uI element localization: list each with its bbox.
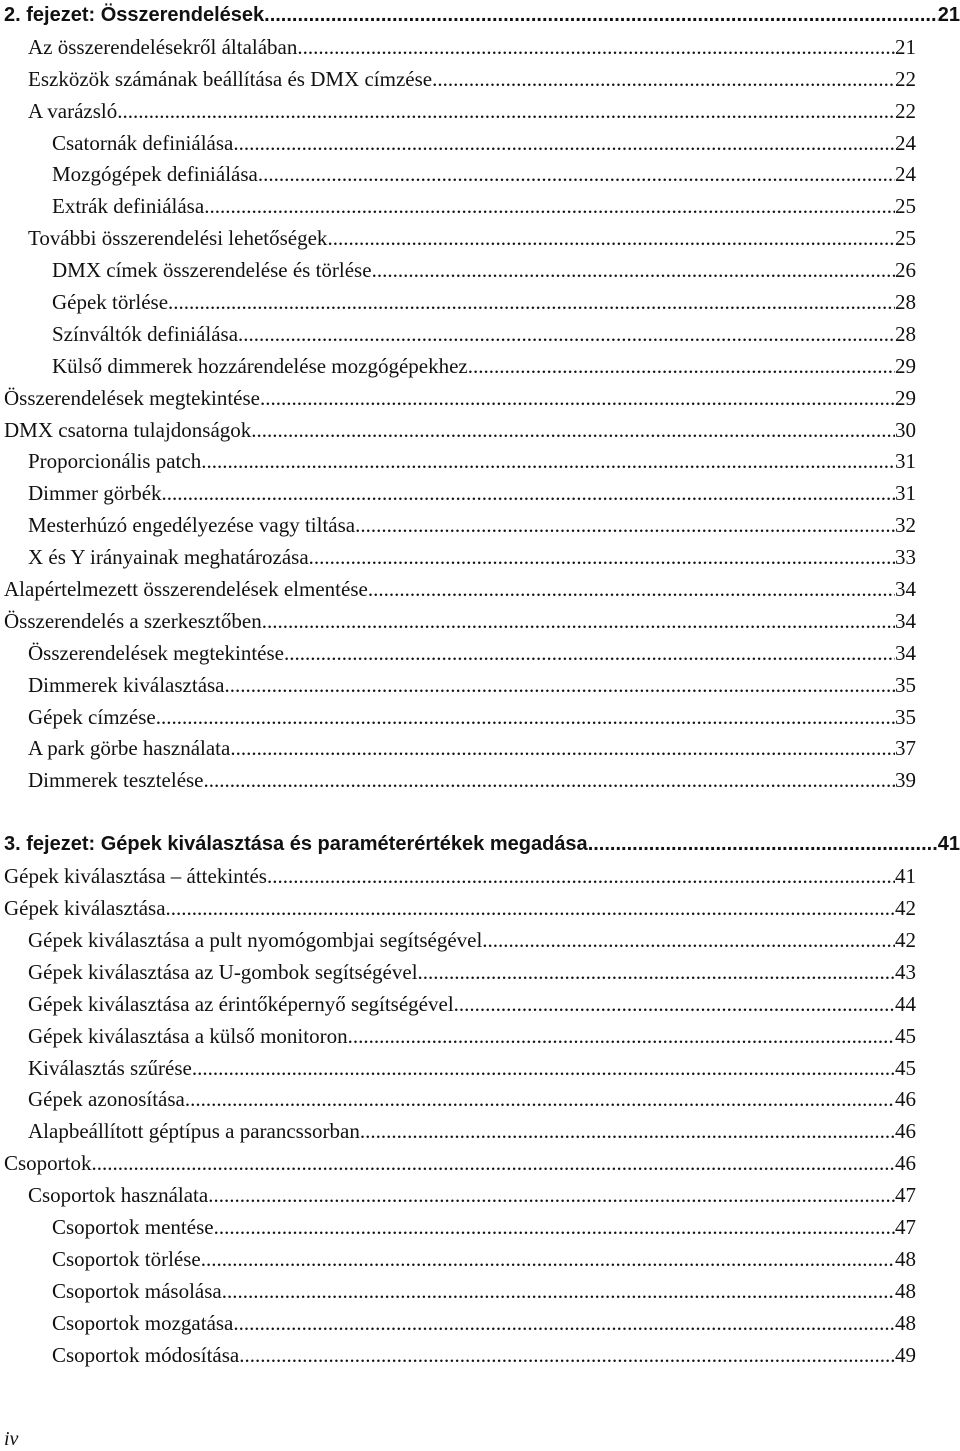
toc-entry-page: 35 bbox=[895, 672, 916, 697]
toc-entry-page: 28 bbox=[895, 321, 916, 346]
dot-leader bbox=[156, 702, 895, 734]
toc-entry-title: Színváltók definiálása bbox=[52, 321, 239, 346]
toc-entry-page: 48 bbox=[895, 1278, 916, 1303]
toc-entry[interactable] bbox=[4, 383, 916, 415]
dot-leader bbox=[214, 1212, 895, 1244]
toc-entry[interactable] bbox=[4, 733, 916, 765]
toc-entry[interactable] bbox=[4, 670, 916, 702]
toc-entry-page: 41 bbox=[895, 864, 916, 889]
toc-entry-page: 22 bbox=[895, 66, 916, 91]
toc-entry[interactable] bbox=[4, 1053, 916, 1085]
toc-entry-page: 34 bbox=[895, 608, 916, 633]
toc-entry-title: Proporcionális patch bbox=[28, 449, 202, 474]
dot-leader bbox=[238, 319, 895, 351]
dot-leader bbox=[262, 606, 895, 638]
dot-leader bbox=[482, 925, 895, 957]
toc-entry-page: 21 bbox=[895, 34, 916, 59]
dot-leader bbox=[233, 1308, 895, 1340]
toc-entry-page: 32 bbox=[895, 513, 916, 538]
dot-leader bbox=[454, 989, 895, 1021]
toc-entry[interactable] bbox=[4, 957, 916, 989]
toc-chapter-heading[interactable] bbox=[4, 829, 960, 861]
dot-leader bbox=[260, 383, 895, 415]
toc-entry-page: 25 bbox=[895, 226, 916, 251]
toc-entry[interactable] bbox=[4, 893, 916, 925]
toc-entry-title: Dimmer görbék bbox=[28, 481, 162, 506]
dot-leader bbox=[355, 510, 895, 542]
toc-entry-page: 39 bbox=[895, 768, 916, 793]
dot-leader bbox=[309, 542, 895, 574]
dot-leader bbox=[230, 733, 895, 765]
toc-entry-page: 45 bbox=[895, 1055, 916, 1080]
toc-entry-page: 47 bbox=[895, 1183, 916, 1208]
dot-leader bbox=[360, 1116, 895, 1148]
toc-entry-title: Gépek törlése bbox=[52, 290, 169, 315]
toc-entry-title: Gépek címzése bbox=[28, 704, 156, 729]
toc-entry[interactable] bbox=[4, 1244, 916, 1276]
toc-entry-page: 46 bbox=[895, 1151, 916, 1176]
toc-entry-title: 3. fejezet: Gépek kiválasztása és paraméterértékek megadása bbox=[4, 833, 588, 856]
toc-entry[interactable] bbox=[4, 989, 916, 1021]
toc-entry-title: Dimmerek kiválasztása bbox=[28, 672, 225, 697]
toc-entry-page: 46 bbox=[895, 1087, 916, 1112]
toc-entry-page: 25 bbox=[895, 194, 916, 219]
toc-entry[interactable] bbox=[4, 415, 916, 447]
table-of-contents bbox=[4, 0, 960, 1371]
toc-entry[interactable] bbox=[4, 319, 916, 351]
toc-entry-title: Összerendelés a szerkesztőben bbox=[4, 608, 262, 633]
toc-entry-page: 49 bbox=[895, 1342, 916, 1367]
toc-entry[interactable] bbox=[4, 1116, 916, 1148]
toc-entry[interactable] bbox=[4, 1021, 916, 1053]
toc-entry-title: Extrák definiálása bbox=[52, 194, 205, 219]
toc-entry-page: 48 bbox=[895, 1246, 916, 1271]
toc-entry[interactable] bbox=[4, 1084, 916, 1116]
toc-entry-page: 31 bbox=[895, 449, 916, 474]
dot-leader bbox=[372, 255, 895, 287]
dot-leader bbox=[267, 861, 895, 893]
toc-entry-page: 29 bbox=[895, 385, 916, 410]
toc-entry[interactable] bbox=[4, 510, 916, 542]
toc-entry-title: Csoportok módosítása bbox=[52, 1342, 240, 1367]
chapter-spacer bbox=[4, 797, 916, 829]
toc-entry-title: Csoportok mentése bbox=[52, 1214, 214, 1239]
toc-entry-title: 2. fejezet: Összerendelések bbox=[4, 4, 265, 26]
toc-entry-page: 34 bbox=[895, 640, 916, 665]
toc-chapter-heading[interactable] bbox=[4, 0, 960, 32]
dot-leader bbox=[192, 1053, 895, 1085]
toc-entry-title: Gépek kiválasztása a pult nyomógombjai segítségével bbox=[28, 927, 483, 952]
toc-entry-page: 46 bbox=[895, 1119, 916, 1144]
toc-entry[interactable] bbox=[4, 702, 916, 734]
toc-entry-title: Összerendelések megtekintése bbox=[4, 385, 260, 410]
toc-entry[interactable] bbox=[4, 1212, 916, 1244]
dot-leader bbox=[284, 638, 895, 670]
toc-entry[interactable] bbox=[4, 574, 916, 606]
dot-leader bbox=[233, 128, 895, 160]
toc-entry-page: 42 bbox=[895, 927, 916, 952]
toc-entry[interactable] bbox=[4, 861, 916, 893]
toc-entry[interactable] bbox=[4, 606, 916, 638]
dot-leader bbox=[432, 64, 895, 96]
toc-entry-page: 31 bbox=[895, 481, 916, 506]
toc-entry-title: Gépek kiválasztása az érintőképernyő segítségével bbox=[28, 991, 454, 1016]
dot-leader bbox=[208, 1180, 895, 1212]
toc-entry[interactable] bbox=[4, 1180, 916, 1212]
dot-leader bbox=[162, 478, 895, 510]
dot-leader bbox=[185, 1084, 895, 1116]
toc-entry-title: Csoportok másolása bbox=[52, 1278, 222, 1303]
toc-entry[interactable] bbox=[4, 638, 916, 670]
toc-entry-title: Eszközök számának beállítása és DMX címzése bbox=[28, 66, 433, 91]
toc-entry[interactable] bbox=[4, 925, 916, 957]
toc-entry[interactable] bbox=[4, 191, 916, 223]
toc-entry-title: Kiválasztás szűrése bbox=[28, 1055, 192, 1080]
toc-entry[interactable] bbox=[4, 159, 916, 191]
toc-entry[interactable] bbox=[4, 1308, 916, 1340]
toc-entry-title: A varázsló bbox=[28, 98, 118, 123]
toc-entry-page: 45 bbox=[895, 1023, 916, 1048]
toc-entry[interactable] bbox=[4, 478, 916, 510]
toc-entry-title: Csatornák definiálása bbox=[52, 130, 234, 155]
toc-entry-title: Összerendelések megtekintése bbox=[28, 640, 284, 665]
toc-entry-page: 43 bbox=[895, 959, 916, 984]
toc-entry-title: Csoportok mozgatása bbox=[52, 1310, 234, 1335]
dot-leader bbox=[201, 1244, 895, 1276]
toc-entry[interactable] bbox=[4, 255, 916, 287]
dot-leader bbox=[204, 191, 895, 223]
toc-entry[interactable] bbox=[4, 1340, 916, 1372]
dot-leader bbox=[264, 0, 938, 32]
toc-entry-title: További összerendelési lehetőségek bbox=[28, 226, 328, 251]
toc-entry-page: 41 bbox=[937, 833, 960, 856]
toc-entry[interactable] bbox=[4, 64, 916, 96]
toc-entry-title: Gépek kiválasztása bbox=[4, 896, 166, 921]
toc-entry-title: Gépek azonosítása bbox=[28, 1087, 185, 1112]
dot-leader bbox=[225, 670, 895, 702]
toc-entry-title: A park görbe használata bbox=[28, 736, 231, 761]
toc-entry-title: Csoportok törlése bbox=[52, 1246, 201, 1271]
toc-entry-page: 48 bbox=[895, 1310, 916, 1335]
dot-leader bbox=[588, 829, 938, 861]
toc-entry-page: 44 bbox=[895, 991, 916, 1016]
toc-entry-title: Dimmerek tesztelése bbox=[28, 768, 204, 793]
toc-entry[interactable] bbox=[4, 351, 916, 383]
dot-leader bbox=[258, 159, 895, 191]
toc-entry[interactable] bbox=[4, 96, 916, 128]
dot-leader bbox=[201, 446, 895, 478]
toc-entry-page: 22 bbox=[895, 98, 916, 123]
toc-entry-title: Az összerendelésekről általában bbox=[28, 34, 298, 59]
toc-entry-page: 26 bbox=[895, 258, 916, 283]
dot-leader bbox=[468, 351, 895, 383]
toc-entry[interactable] bbox=[4, 542, 916, 574]
dot-leader bbox=[368, 574, 895, 606]
dot-leader bbox=[251, 415, 895, 447]
toc-entry-page: 24 bbox=[895, 130, 916, 155]
toc-entry[interactable] bbox=[4, 32, 916, 64]
toc-entry[interactable] bbox=[4, 765, 916, 797]
dot-leader bbox=[239, 1340, 895, 1372]
toc-entry-title: Mesterhúzó engedélyezése vagy tiltása bbox=[28, 513, 356, 538]
toc-entry-title: DMX csatorna tulajdonságok bbox=[4, 417, 252, 442]
dot-leader bbox=[327, 223, 895, 255]
toc-entry-title: Gépek kiválasztása – áttekintés bbox=[4, 864, 267, 889]
toc-entry-page: 42 bbox=[895, 896, 916, 921]
toc-entry[interactable] bbox=[4, 128, 916, 160]
dot-leader bbox=[297, 32, 895, 64]
toc-entry-page: 33 bbox=[895, 545, 916, 570]
toc-entry-page: 30 bbox=[895, 417, 916, 442]
dot-leader bbox=[166, 893, 895, 925]
toc-entry-page: 29 bbox=[895, 353, 916, 378]
toc-entry-title: Külső dimmerek hozzárendelése mozgógépekhez bbox=[52, 353, 468, 378]
toc-entry-title: DMX címek összerendelése és törlése bbox=[52, 258, 372, 283]
toc-entry-title: Gépek kiválasztása a külső monitoron bbox=[28, 1023, 348, 1048]
toc-entry-title: Mozgógépek definiálása bbox=[52, 162, 258, 187]
dot-leader bbox=[204, 765, 895, 797]
dot-leader bbox=[348, 1021, 895, 1053]
dot-leader bbox=[117, 96, 895, 128]
toc-entry-page: 24 bbox=[895, 162, 916, 187]
dot-leader bbox=[92, 1148, 895, 1180]
toc-entry-title: Gépek kiválasztása az U-gombok segítségével bbox=[28, 959, 418, 984]
toc-entry-page: 37 bbox=[895, 736, 916, 761]
dot-leader bbox=[418, 957, 895, 989]
dot-leader bbox=[222, 1276, 895, 1308]
page-number: iv bbox=[4, 1428, 19, 1450]
toc-entry-page: 28 bbox=[895, 290, 916, 315]
toc-entry-page: 47 bbox=[895, 1214, 916, 1239]
toc-entry-page: 21 bbox=[937, 4, 960, 26]
toc-entry[interactable] bbox=[4, 446, 916, 478]
toc-entry[interactable] bbox=[4, 223, 916, 255]
toc-entry-title: Csoportok használata bbox=[28, 1183, 209, 1208]
toc-entry-title: Csoportok bbox=[4, 1151, 92, 1176]
toc-entry[interactable] bbox=[4, 287, 916, 319]
toc-entry-page: 35 bbox=[895, 704, 916, 729]
toc-entry-title: X és Y irányainak meghatározása bbox=[28, 545, 309, 570]
toc-entry-title: Alapbeállított géptípus a parancssorban bbox=[28, 1119, 360, 1144]
toc-entry[interactable] bbox=[4, 1276, 916, 1308]
toc-entry[interactable] bbox=[4, 1148, 916, 1180]
toc-entry-title: Alapértelmezett összerendelések elmentése bbox=[4, 577, 368, 602]
dot-leader bbox=[168, 287, 895, 319]
toc-entry-page: 34 bbox=[895, 577, 916, 602]
